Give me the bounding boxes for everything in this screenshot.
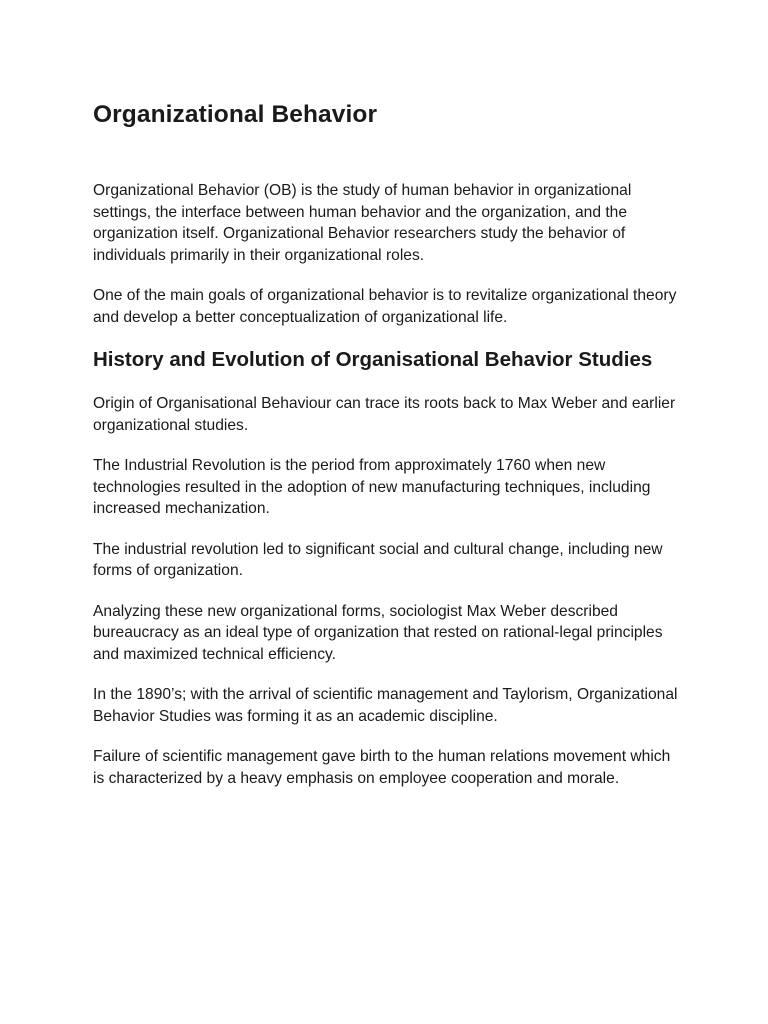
history-paragraph-6: Failure of scientific management gave birth to the human relations movement which is characterized by a heavy emphasis on employee cooperation and morale. xyxy=(93,748,671,787)
history-paragraph-2: The Industrial Revolution is the period from approximately 1760 when new technologies resulted in the adoption of new manufacturing techniques, including increased mechanization. xyxy=(93,457,651,517)
document-body xyxy=(93,99,683,808)
history-paragraph-4: Analyzing these new organizational forms, sociologist Max Weber described bureaucracy as an ideal type of organization that rested on rational-legal principles and maximized technical efficiency. xyxy=(93,602,663,663)
intro-paragraph-2: One of the main goals of organizational behavior is to revitalize organizational theory and develop a better conceptualization of organizational life. xyxy=(93,287,677,326)
history-paragraph-3: The industrial revolution led to significant social and cultural change, including new forms of organization. xyxy=(93,540,663,579)
intro-paragraph-1: Organizational Behavior (OB) is the study of human behavior in organizational settings, the interface between human behavior and the organization, and the organization itself. Organizational Behavior researchers study the behavior of individuals primarily in their organizational roles. xyxy=(93,182,632,264)
history-paragraph-1: Origin of Organisational Behaviour can trace its roots back to Max Weber and earlier organizational studies. xyxy=(93,395,676,434)
section-heading: History and Evolution of Organisational Behavior Studies xyxy=(93,348,653,371)
history-paragraph-5: In the 1890’s; with the arrival of scientific management and Taylorism, Organizational Behavior Studies was forming it as an academic discipline. xyxy=(93,686,678,725)
document-title: Organizational Behavior xyxy=(93,101,378,128)
